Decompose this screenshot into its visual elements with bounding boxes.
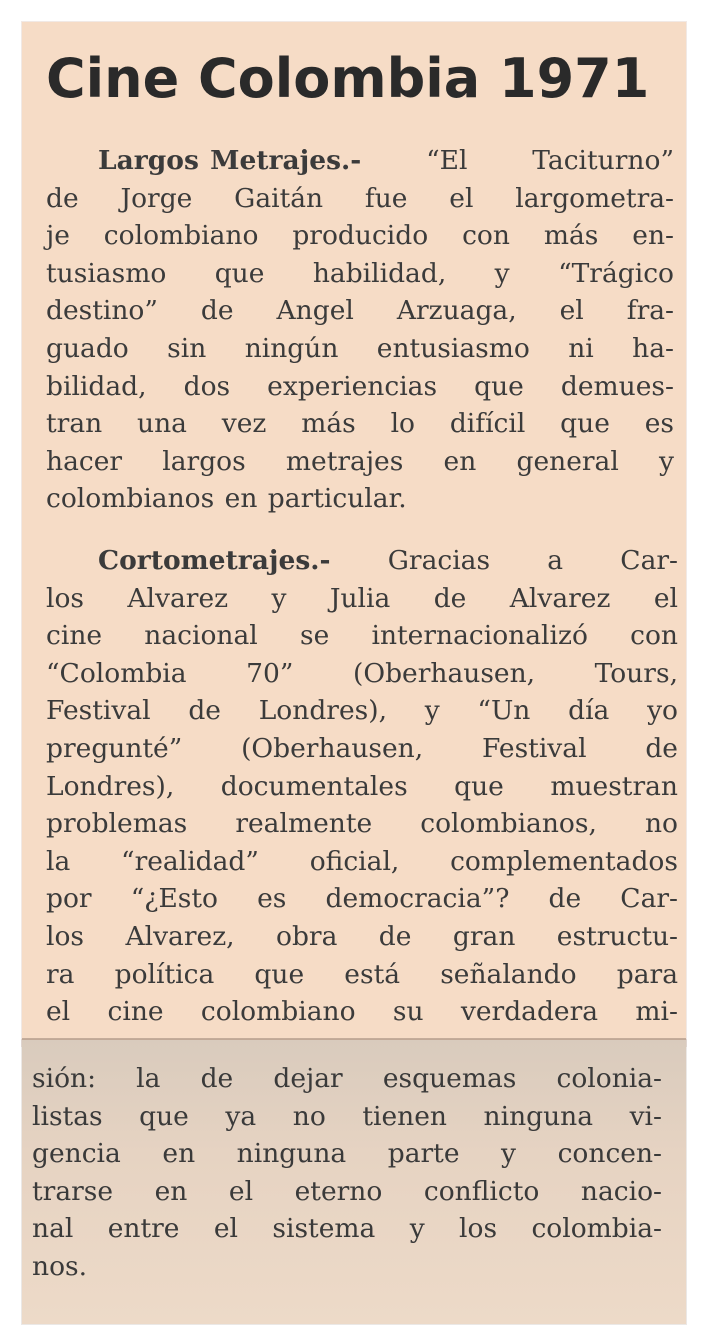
paragraph-line: gencia en ninguna parte y concen- bbox=[32, 1138, 662, 1170]
paragraph-line: Londres), documentales que muestran bbox=[46, 770, 678, 802]
paragraph-line: sión: la de dejar esquemas colonia- bbox=[32, 1063, 662, 1094]
paragraph-line: el cine colombiano su verdadera mi- bbox=[46, 996, 678, 1028]
paragraph-line: Festival de Londres), y “Un día yo bbox=[46, 695, 678, 727]
paragraph-line: los Alvarez, obra de gran estructu- bbox=[46, 920, 678, 952]
paragraph-line: trarse en el eterno conflicto nacio- bbox=[32, 1175, 662, 1207]
line-text: Gracias a Car- bbox=[387, 545, 678, 576]
paragraph-line: por “¿Esto es democracia”? de Car- bbox=[46, 883, 678, 915]
paragraph-cortometrajes bbox=[46, 542, 678, 1031]
paragraph-line: nos. bbox=[32, 1250, 88, 1282]
article-title: Cine Colombia 1971 bbox=[46, 47, 650, 110]
paragraph-largos-metrajes bbox=[46, 142, 674, 518]
paragraph-line: destino” de Angel Arzuaga, el fra- bbox=[46, 295, 674, 327]
paragraph-line: hacer largos metrajes en general y bbox=[46, 445, 674, 477]
paragraph-line: cine nacional se internacionalizó con bbox=[46, 620, 678, 652]
paragraph-line: colombianos en particular. bbox=[46, 483, 407, 515]
paragraph-line: ra política que está señalando para bbox=[46, 958, 678, 990]
paragraph-line: guado sin ningún entusiasmo ni ha- bbox=[46, 332, 674, 364]
paragraph-line: de Jorge Gaitán fue el largometra- bbox=[46, 182, 674, 214]
paragraph-line: los Alvarez y Julia de Alvarez el bbox=[46, 582, 678, 614]
section-heading-cortometrajes: Cortometrajes.- bbox=[98, 545, 331, 576]
paragraph-line: tran una vez más lo difícil que es bbox=[46, 408, 674, 440]
paragraph-line: bilidad, dos experiencias que demues- bbox=[46, 370, 674, 402]
line-text: “El Taciturno” bbox=[426, 145, 674, 176]
paragraph-continuation bbox=[32, 1060, 662, 1286]
paragraph-line: tusiasmo que habilidad, y “Trágico bbox=[46, 257, 674, 289]
newspaper-clipping-lower bbox=[22, 1040, 686, 1324]
paragraph-line: pregunté” (Oberhausen, Festival de bbox=[46, 732, 678, 764]
paragraph-line: “Colombia 70” (Oberhausen, Tours, bbox=[46, 657, 678, 689]
paragraph-line bbox=[46, 542, 678, 580]
paragraph-line: problemas realmente colombianos, no bbox=[46, 808, 678, 840]
paragraph-line: la “realidad” oficial, complementados bbox=[46, 845, 678, 877]
paragraph-line bbox=[46, 142, 674, 180]
section-heading-largos-metrajes: Largos Metrajes.- bbox=[98, 145, 362, 176]
paragraph-line: listas que ya no tienen ninguna vi- bbox=[32, 1100, 662, 1132]
newspaper-clipping-upper bbox=[22, 22, 686, 1046]
paragraph-line: je colombiano producido con más en- bbox=[46, 220, 674, 252]
paragraph-line: nal entre el sistema y los colombia- bbox=[32, 1213, 662, 1245]
